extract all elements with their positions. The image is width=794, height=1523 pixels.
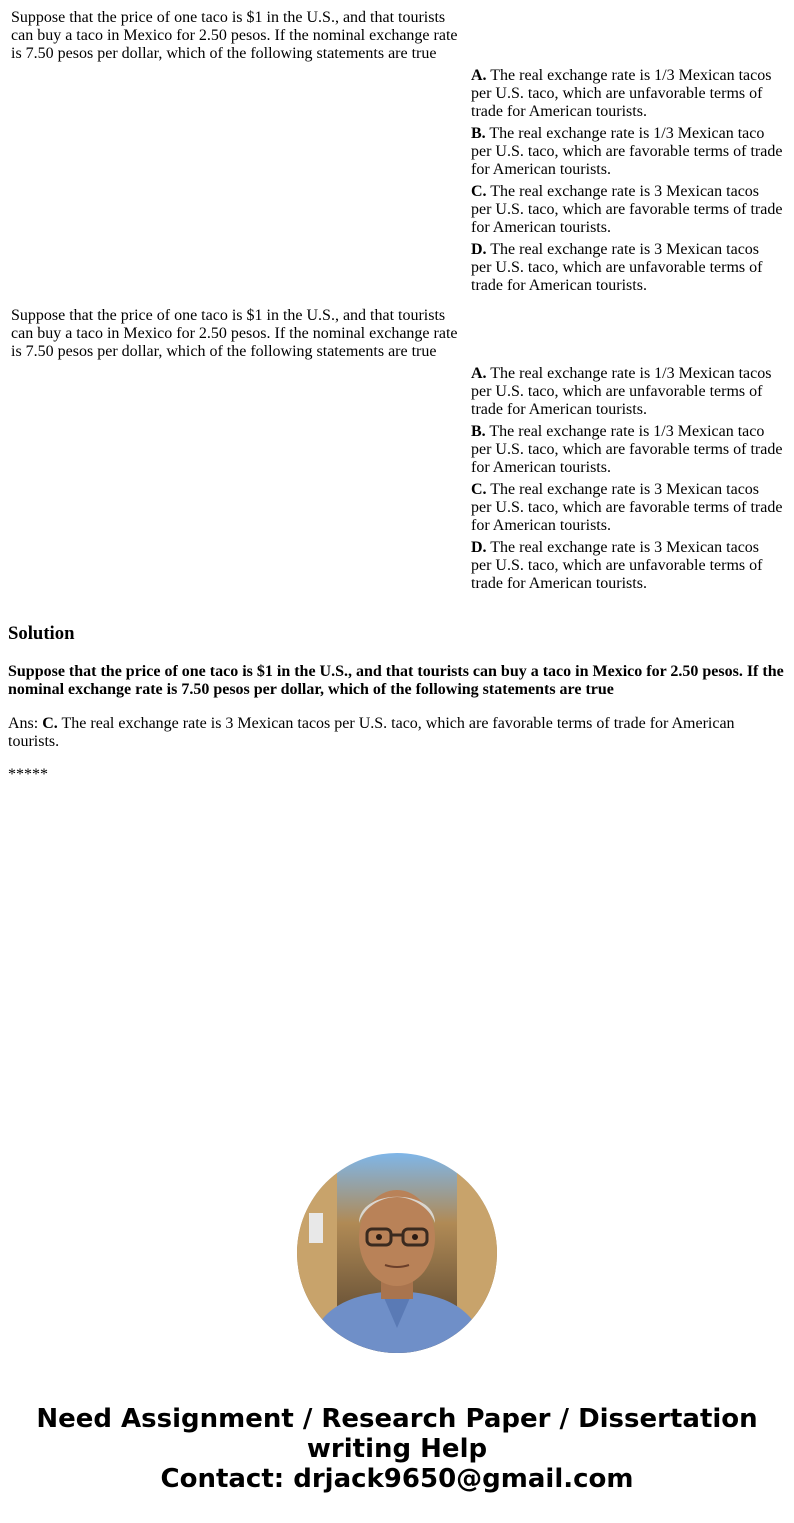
answer-text: The real exchange rate is 3 Mexican tacos per U.S. taco, which are favorable terms of trade for American tourists. bbox=[8, 715, 735, 750]
option-a bbox=[471, 67, 783, 121]
question-block-2 bbox=[8, 304, 786, 600]
option-text: The real exchange rate is 1/3 Mexican tacos per U.S. taco, which are unfavorable terms of trade for American tourists. bbox=[471, 67, 772, 120]
question-block-1 bbox=[8, 6, 786, 302]
option-text: The real exchange rate is 3 Mexican tacos per U.S. taco, which are favorable terms of trade for American tourists. bbox=[471, 183, 783, 236]
answer bbox=[8, 715, 788, 751]
answer-letter: C. bbox=[42, 715, 58, 732]
option-letter: B. bbox=[471, 125, 486, 142]
contact-footer bbox=[0, 1404, 794, 1494]
option-letter: D. bbox=[471, 241, 487, 258]
person-photo-icon bbox=[297, 1153, 497, 1353]
option-b bbox=[471, 423, 783, 477]
option-b bbox=[471, 125, 783, 179]
question-text: Suppose that the price of one taco is $1 in the U.S., and that tourists can buy a taco in Mexico for 2.50 pesos. If the nominal exchange rate is 7.50 pesos per dollar, which of the following statements are true bbox=[11, 307, 458, 360]
footer-line-1: Need Assignment / Research Paper / Dissertation bbox=[36, 1404, 758, 1434]
option-c bbox=[471, 183, 783, 237]
option-letter: A. bbox=[471, 365, 487, 382]
separator-stars: ***** bbox=[8, 766, 48, 783]
footer-line-2: writing Help bbox=[306, 1434, 488, 1464]
options-list bbox=[470, 364, 784, 598]
option-text: The real exchange rate is 1/3 Mexican taco per U.S. taco, which are favorable terms of trade for American tourists. bbox=[471, 423, 783, 476]
footer-contact: Contact: drjack9650@gmail.com bbox=[160, 1464, 634, 1494]
option-text: The real exchange rate is 1/3 Mexican tacos per U.S. taco, which are unfavorable terms of trade for American tourists. bbox=[471, 365, 772, 418]
option-letter: B. bbox=[471, 423, 486, 440]
option-letter: D. bbox=[471, 539, 487, 556]
option-a bbox=[471, 365, 783, 419]
question-text: Suppose that the price of one taco is $1 in the U.S., and that tourists can buy a taco in Mexico for 2.50 pesos. If the nominal exchange rate is 7.50 pesos per dollar, which of the following statements are true bbox=[11, 9, 458, 62]
option-text: The real exchange rate is 3 Mexican tacos per U.S. taco, which are unfavorable terms of trade for American tourists. bbox=[471, 539, 763, 592]
option-text: The real exchange rate is 1/3 Mexican taco per U.S. taco, which are favorable terms of trade for American tourists. bbox=[471, 125, 783, 178]
option-text: The real exchange rate is 3 Mexican tacos per U.S. taco, which are favorable terms of trade for American tourists. bbox=[471, 481, 783, 534]
option-letter: C. bbox=[471, 183, 487, 200]
option-letter: A. bbox=[471, 67, 487, 84]
option-d bbox=[471, 241, 783, 295]
solution-question: Suppose that the price of one taco is $1 in the U.S., and that tourists can buy a taco in Mexico for 2.50 pesos. If the nominal exchange rate is 7.50 pesos per dollar, which of the following statements are true bbox=[8, 663, 784, 698]
option-letter: C. bbox=[471, 481, 487, 498]
options-list bbox=[470, 66, 784, 300]
option-c bbox=[471, 481, 783, 535]
option-text: The real exchange rate is 3 Mexican tacos per U.S. taco, which are unfavorable terms of trade for American tourists. bbox=[471, 241, 763, 294]
solution-heading: Solution bbox=[8, 623, 75, 644]
option-d bbox=[471, 539, 783, 593]
answer-prefix: Ans: bbox=[8, 715, 43, 732]
